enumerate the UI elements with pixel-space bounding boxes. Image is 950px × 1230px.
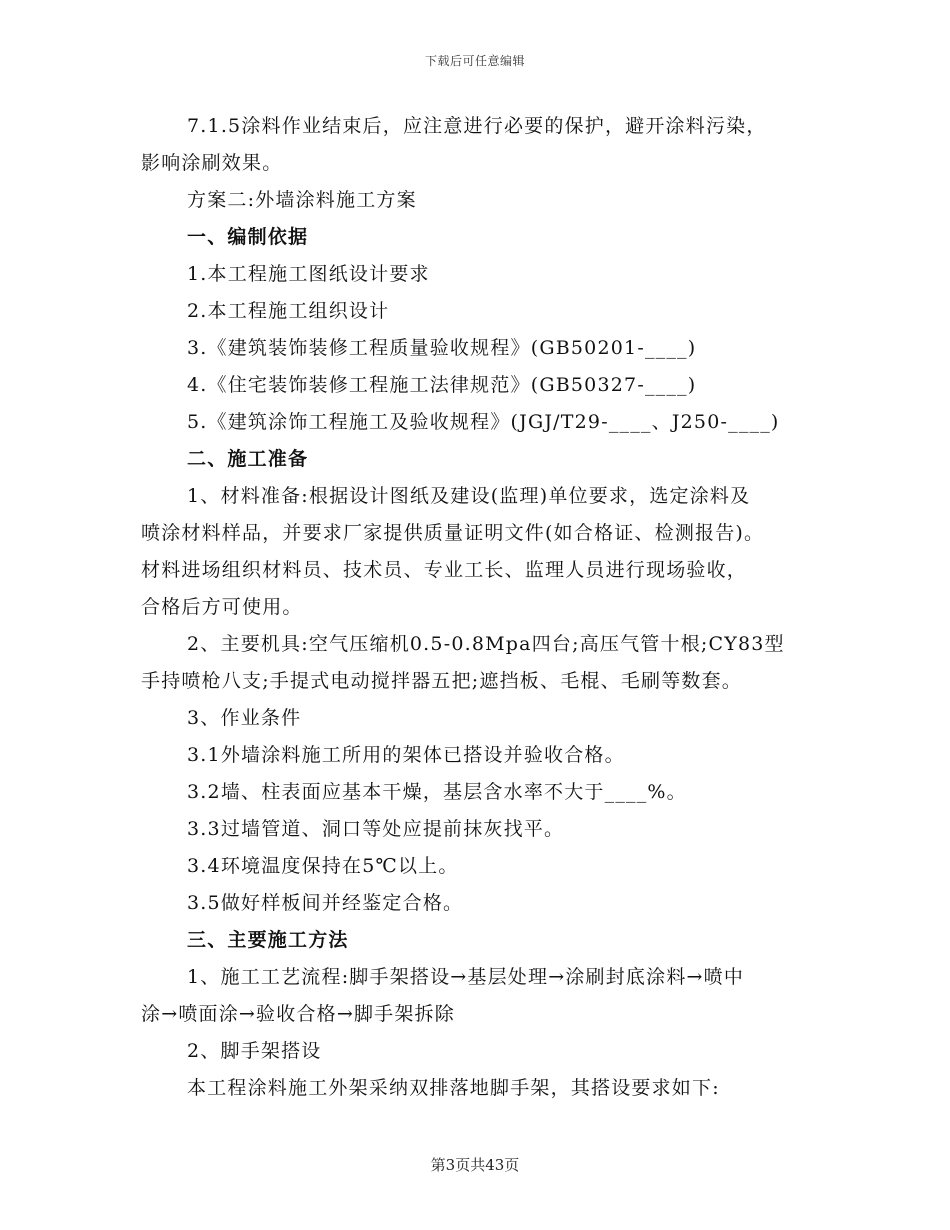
list-item: 3、作业条件: [187, 707, 302, 729]
list-item: 3.3过墙管道、洞口等处应提前抹灰找平。: [187, 818, 565, 840]
list-item: 3.1外墙涂料施工所用的架体已搭设并验收合格。: [187, 744, 625, 766]
paragraph-line: 手持喷枪八支;手提式电动搅拌器五把;遮挡板、毛棍、毛刷等数套。: [141, 670, 743, 692]
list-item: 3.2墙、柱表面应基本干燥，基层含水率不大于____%。: [187, 781, 687, 803]
list-item: 5.《建筑涂饰工程施工及验收规程》(JGJ/T29-____、J250-____): [187, 411, 780, 433]
section-heading: 一、编制依据: [187, 226, 309, 248]
paragraph-line: 影响涂刷效果。: [141, 152, 283, 174]
paragraph-line: 涂→喷面涂→验收合格→脚手架拆除: [141, 1003, 455, 1025]
paragraph-line: 1、施工工艺流程:脚手架搭设→基层处理→涂刷封底涂料→喷中: [187, 966, 745, 988]
list-item: 2.本工程施工组织设计: [187, 300, 390, 322]
paragraph-line: 7.1.5涂料作业结束后，应注意进行必要的保护，避开涂料污染，: [187, 115, 767, 137]
paragraph-line: 1、材料准备:根据设计图纸及建设(监理)单位要求，选定涂料及: [187, 485, 751, 507]
list-item: 3.《建筑装饰装修工程质量验收规程》(GB50201-____): [187, 337, 697, 359]
list-item: 4.《住宅装饰装修工程施工法律规范》(GB50327-____): [187, 374, 697, 396]
document-body: [141, 108, 811, 1107]
page-footer: 第3页共43页: [430, 1156, 520, 1174]
paragraph-line: 合格后方可使用。: [141, 596, 303, 618]
paragraph-line: 2、主要机具:空气压缩机0.5-0.8Mpa四台;高压气管十根;CY83型: [187, 633, 785, 655]
paragraph-line: 方案二:外墙涂料施工方案: [187, 189, 417, 211]
section-heading: 二、施工准备: [187, 448, 309, 470]
page-header: 下载后可任意编辑: [424, 54, 525, 68]
list-item: 2、脚手架搭设: [187, 1040, 322, 1062]
paragraph-line: 喷涂材料样品，并要求厂家提供质量证明文件(如合格证、检测报告)。: [141, 522, 765, 544]
list-item: 1.本工程施工图纸设计要求: [187, 263, 430, 285]
list-item: 3.5做好样板间并经鉴定合格。: [187, 892, 464, 914]
paragraph-line: 材料进场组织材料员、技术员、专业工长、监理人员进行现场验收，: [141, 559, 748, 581]
paragraph-line: 本工程涂料施工外架采纳双排落地脚手架，其搭设要求如下:: [187, 1077, 720, 1099]
section-heading: 三、主要施工方法: [187, 929, 349, 951]
list-item: 3.4环境温度保持在5℃以上。: [187, 855, 459, 877]
